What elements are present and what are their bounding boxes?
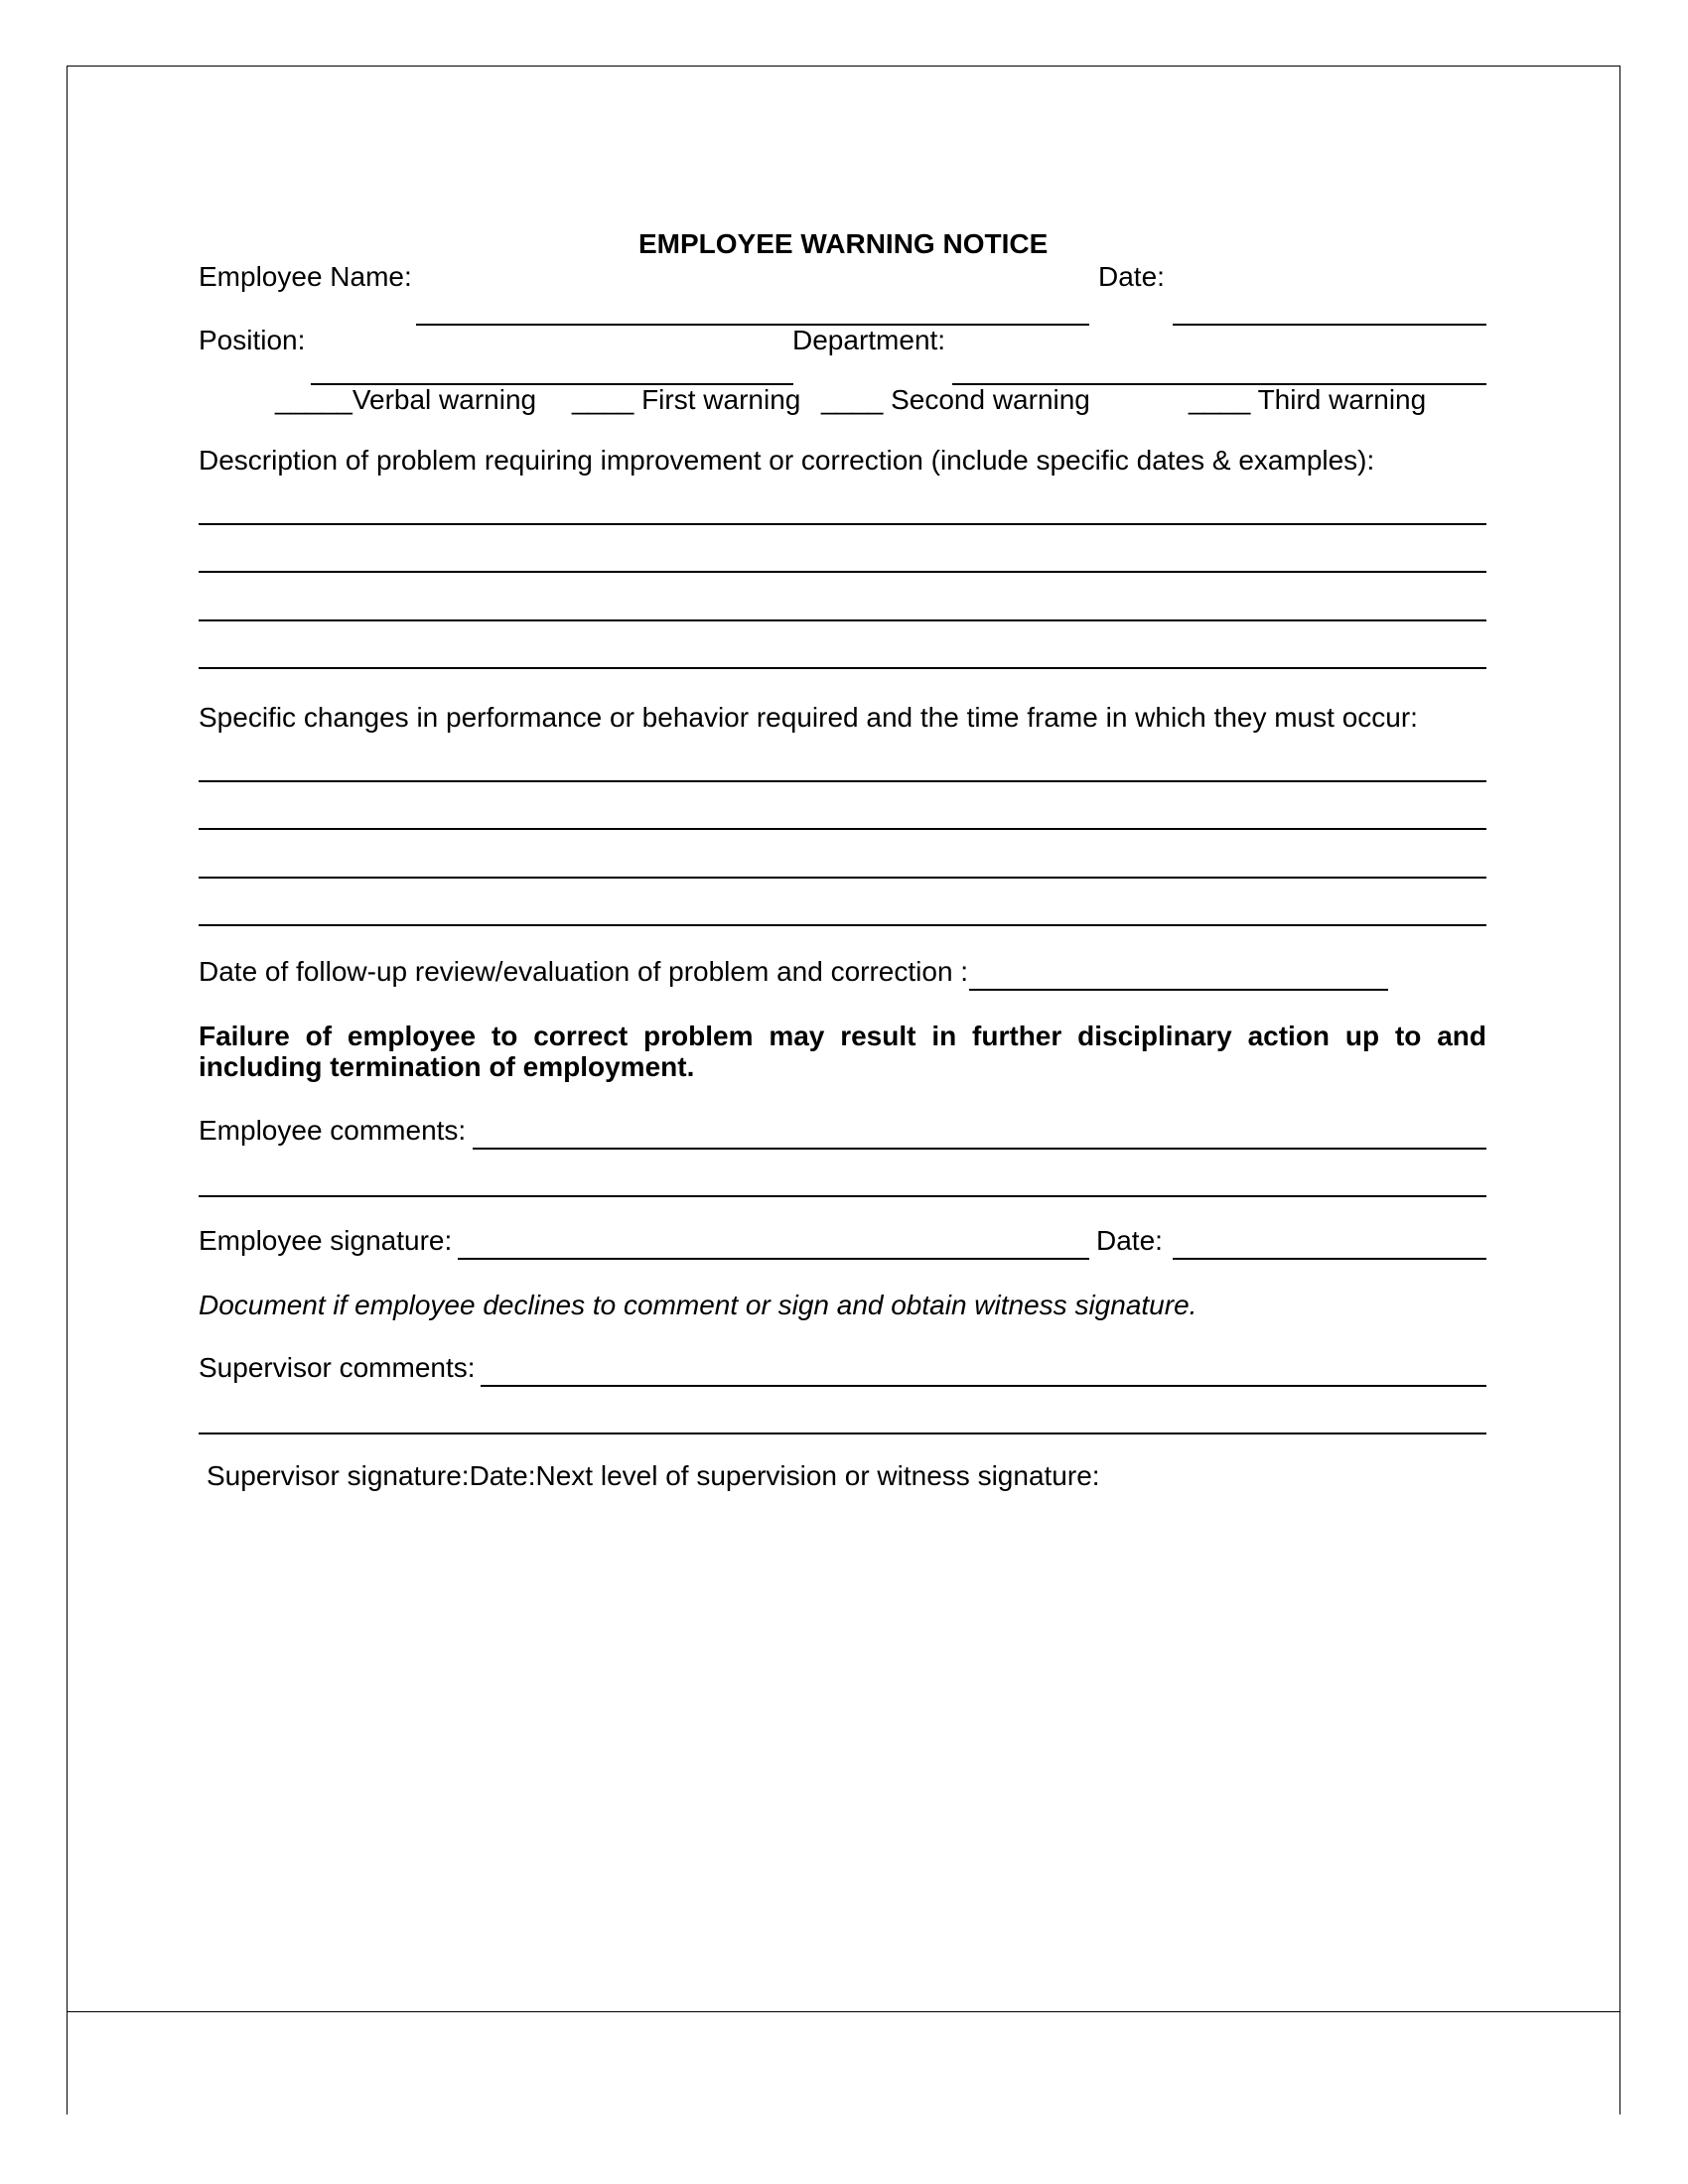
page-border-left [67,67,68,2115]
description-line-2[interactable] [199,541,1486,573]
position-field[interactable] [311,353,793,385]
description-label: Description of problem requiring improvement or correction (include specific dates & examples): [199,445,1375,476]
supervisor-comments-line-2[interactable] [199,1403,1486,1434]
employee-name-field[interactable] [416,294,1089,326]
description-line-1[interactable] [199,493,1486,525]
employee-comments-line-2[interactable] [199,1165,1486,1197]
followup-date-field[interactable] [969,959,1388,991]
third-warning-label: Third warning [1257,384,1427,415]
first-warning-option[interactable] [572,383,800,417]
supervisor-footer: Supervisor signature:Date:Next level of supervision or witness signature: [207,1460,1100,1491]
third-warning-blank[interactable]: ____ [1189,384,1251,415]
employee-signature-field[interactable] [458,1228,1089,1260]
employee-sig-date-label: Date: [1096,1225,1163,1256]
page-border-top [67,66,1620,67]
followup-label: Date of follow-up review/evaluation of problem and correction : [199,956,969,987]
supervisor-comments-field[interactable] [481,1355,1486,1387]
department-field[interactable] [952,353,1486,385]
page-border-right [1619,67,1620,2115]
verbal-warning-label: Verbal warning [352,384,537,415]
first-warning-label: First warning [641,384,801,415]
document-note: Document if employee declines to comment or sign and obtain witness signature. [199,1290,1197,1320]
verbal-warning-blank[interactable]: _____ [275,384,352,415]
first-warning-blank[interactable]: ____ [572,384,634,415]
description-line-4[interactable] [199,637,1486,669]
third-warning-option[interactable] [1189,383,1426,417]
changes-line-1[interactable] [199,751,1486,782]
verbal-warning-option[interactable] [275,383,536,417]
failure-notice-line-1: Failure of employee to correct problem may result in further disciplinary action up to and [199,1021,1486,1051]
date-label: Date: [1098,261,1165,292]
second-warning-option[interactable] [821,383,1090,417]
description-line-3[interactable] [199,590,1486,621]
supervisor-comments-label: Supervisor comments: [199,1352,476,1383]
changes-line-3[interactable] [199,847,1486,879]
date-field[interactable] [1173,294,1486,326]
changes-line-4[interactable] [199,894,1486,926]
position-label: Position: [199,325,306,355]
employee-comments-field[interactable] [473,1118,1486,1150]
employee-sig-date-field[interactable] [1173,1228,1486,1260]
employee-signature-label: Employee signature: [199,1225,453,1256]
changes-line-2[interactable] [199,798,1486,830]
employee-name-label: Employee Name: [199,261,412,292]
failure-notice-line-2: including termination of employment. [199,1051,695,1082]
department-label: Department: [792,325,946,355]
employee-comments-label: Employee comments: [199,1115,467,1146]
second-warning-blank[interactable]: ____ [821,384,884,415]
page-border-bottom [67,2011,1620,2012]
form-title: EMPLOYEE WARNING NOTICE [638,228,1049,259]
second-warning-label: Second warning [891,384,1090,415]
changes-label: Specific changes in performance or behavior required and the time frame in which they must occur: [199,702,1418,733]
